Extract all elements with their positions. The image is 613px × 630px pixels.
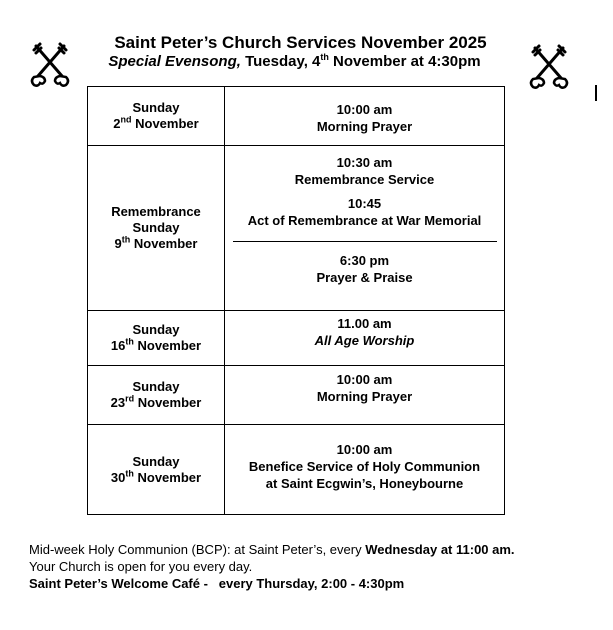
day-label-pre: Remembrance: [111, 204, 201, 219]
midweek-time: Wednesday at 11:00 am.: [365, 542, 515, 557]
welcome-cafe-line: Saint Peter’s Welcome Café - every Thursday, 2:00 - 4:30pm: [29, 576, 405, 591]
service-name: Remembrance Service: [294, 172, 435, 187]
service-time: 10:00 am: [336, 102, 393, 117]
date-num: 16: [110, 338, 126, 353]
table-row: [88, 146, 505, 311]
service-time: 10:30 am: [336, 155, 393, 170]
table-row: [88, 87, 505, 146]
special-evensong-subtitle: [0, 53, 601, 70]
service-name: Prayer & Praise: [316, 270, 413, 285]
service-time: 10:00 am: [336, 372, 393, 387]
footer-notes: [29, 541, 515, 592]
date-month: November: [133, 469, 202, 485]
day-label: Sunday: [132, 453, 180, 469]
service-location: at Saint Ecgwin’s, Honeybourne: [265, 476, 464, 491]
table-row: [88, 311, 505, 366]
subtitle-italic: Special Evensong,: [108, 53, 241, 70]
day-cell: [88, 366, 225, 425]
date-num: 23: [110, 395, 126, 410]
day-cell: [88, 87, 225, 146]
service-cell: [225, 425, 505, 515]
services-table: [87, 86, 505, 515]
service-cell: [225, 311, 505, 366]
day-label: Sunday: [132, 100, 180, 115]
service-time: 10:45: [347, 196, 382, 211]
date-sup: th: [121, 234, 131, 245]
service-time: 10:00 am: [336, 442, 393, 457]
date-month: November: [131, 116, 199, 131]
day-cell: [88, 425, 225, 515]
service-name: Act of Remembrance at War Memorial: [247, 213, 482, 228]
date-num: 9: [114, 236, 122, 251]
date-sup: nd: [120, 114, 132, 125]
table-row: [88, 425, 505, 515]
service-name: Morning Prayer: [316, 119, 413, 134]
service-cell: [225, 146, 505, 311]
service-name: Benefice Service of Holy Communion: [248, 459, 481, 474]
day-cell: [88, 146, 225, 311]
church-open-line: Your Church is open for you every day.: [29, 559, 253, 574]
service-cell: [225, 366, 505, 425]
date-sup: th: [125, 468, 134, 479]
date-sup: th: [125, 336, 134, 347]
midweek-text: Mid-week Holy Communion (BCP): at Saint Peter’s, every: [29, 542, 366, 557]
table-row: [88, 366, 505, 425]
midweek-communion-line: [29, 541, 515, 558]
subtitle-text-end: November at 4:30pm: [328, 53, 481, 70]
date-month: November: [133, 338, 202, 353]
service-name: All Age Worship: [314, 333, 415, 348]
day-label: Sunday: [132, 220, 180, 235]
date-sup: rd: [125, 393, 135, 404]
date-month: November: [134, 395, 202, 410]
date-month: November: [130, 236, 198, 251]
date-num: 30: [110, 469, 126, 485]
day-label: Sunday: [132, 322, 180, 337]
service-cell: [225, 87, 505, 146]
service-time: 11.00 am: [337, 316, 392, 331]
service-time: 6:30 pm: [339, 253, 390, 268]
subtitle-sup: th: [320, 52, 329, 62]
date-num: 2: [113, 116, 121, 131]
day-cell: [88, 311, 225, 366]
service-name: Morning Prayer: [316, 389, 413, 404]
divider: [233, 241, 497, 242]
day-label: Sunday: [132, 379, 180, 394]
page-title: Saint Peter’s Church Services November 2025: [114, 33, 487, 52]
subtitle-text: Tuesday, 4: [240, 53, 321, 70]
text-cursor-mark: [595, 85, 597, 101]
